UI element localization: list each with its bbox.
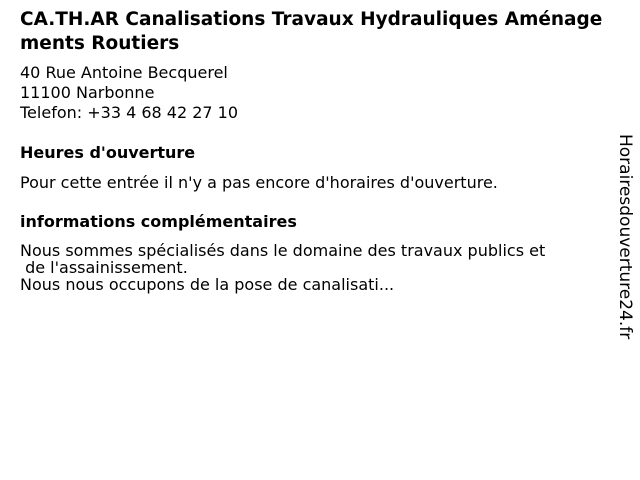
opening-hours-text: Pour cette entrée il n'y a pas encore d'horaires d'ouverture. bbox=[20, 173, 498, 192]
address-block bbox=[20, 63, 600, 123]
business-name: CA.TH.AR Canalisations Travaux Hydrauliques Aménagements Routiers bbox=[20, 9, 603, 54]
info-line: Nous sommes spécialisés dans le domaine des travaux publics et bbox=[20, 241, 546, 260]
additional-info-text bbox=[20, 242, 600, 293]
info-line: de l'assainissement. bbox=[20, 258, 188, 277]
business-card bbox=[20, 8, 603, 294]
opening-hours-heading: Heures d'ouverture bbox=[20, 143, 196, 162]
phone-number: Telefon: +33 4 68 42 27 10 bbox=[20, 103, 239, 122]
street-address: 40 Rue Antoine Becquerel bbox=[20, 63, 228, 82]
additional-info-heading: informations complémentaires bbox=[20, 212, 297, 231]
postal-city: 11100 Narbonne bbox=[20, 83, 155, 102]
site-watermark: Horairesdouverture24.fr bbox=[615, 134, 635, 340]
info-line: Nous nous occupons de la pose de canalisati... bbox=[20, 275, 395, 294]
